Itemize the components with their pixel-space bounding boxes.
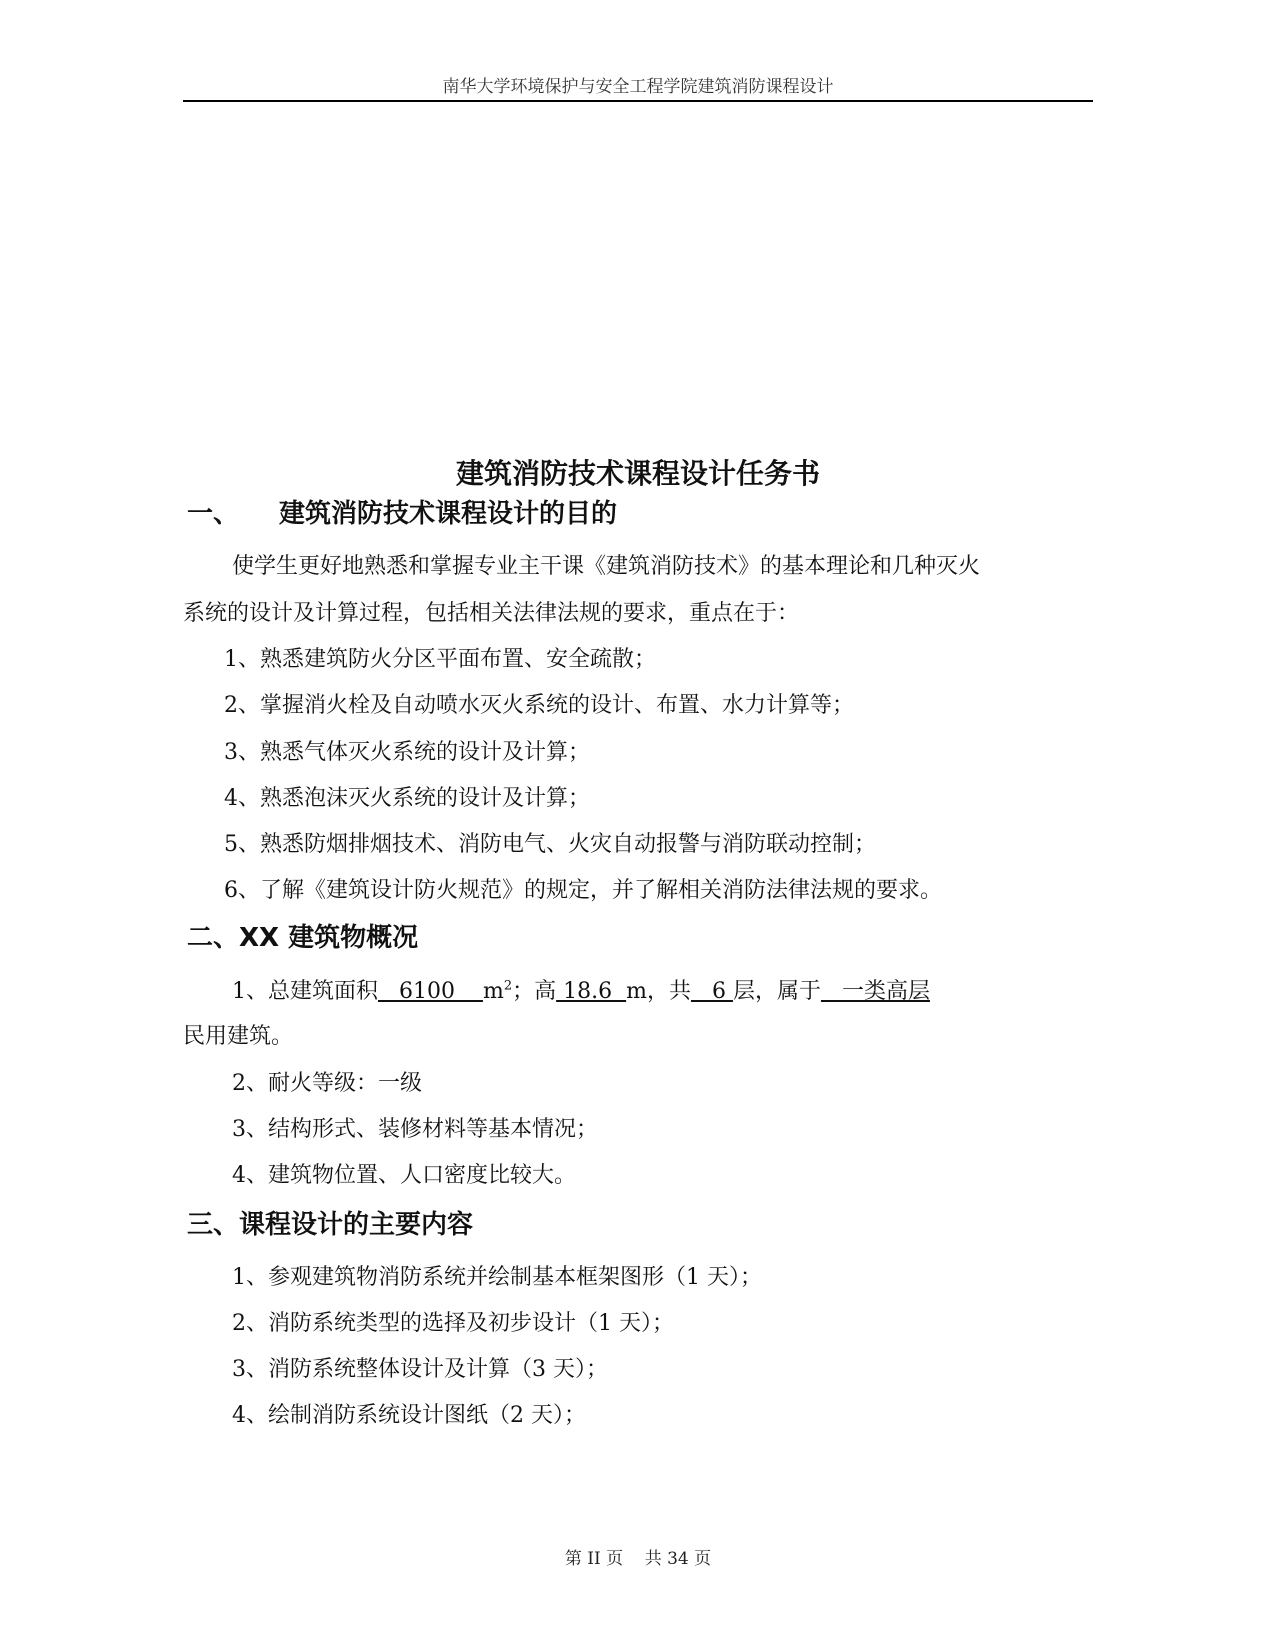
building-category: 一类高层 bbox=[820, 979, 930, 1004]
page-number: 第 II 页 bbox=[564, 1549, 624, 1569]
section2-item1-line1: 1、总建筑面积 6100 $m^2$；高 18.6 m，共 6 层，属于 一类高层 bbox=[232, 978, 930, 1004]
height-value: 18.6 bbox=[556, 979, 627, 1004]
section1-item: 2、掌握消火栓及自动喷水灭火系统的设计、布置、水力计算等； bbox=[224, 693, 854, 718]
section2-item: 2、耐火等级：一级 bbox=[232, 1071, 422, 1096]
section1-intro-line2: 系统的设计及计算过程，包括相关法律法规的要求，重点在于： bbox=[183, 601, 800, 626]
section3-item: 2、消防系统类型的选择及初步设计（1 天）； bbox=[232, 1311, 674, 1336]
header-rule bbox=[183, 100, 1093, 102]
section1-item: 5、熟悉防烟排烟技术、消防电气、火灾自动报警与消防联动控制； bbox=[224, 832, 876, 857]
section1-heading-text: 建筑消防技术课程设计的目的 bbox=[279, 499, 618, 529]
section1-item: 4、熟悉泡沫灭火系统的设计及计算； bbox=[224, 786, 590, 811]
floors-value: 6 bbox=[690, 979, 733, 1004]
section2-item1-line2: 民用建筑。 bbox=[183, 1024, 294, 1049]
section2-heading: 二、XX 建筑物概况 bbox=[187, 923, 419, 953]
section1-item: 6、了解《建筑设计防火规范》的规定，并了解相关消防法律法规的要求。 bbox=[224, 878, 942, 903]
running-header: 南华大学环境保护与安全工程学院建筑消防课程设计 bbox=[442, 77, 834, 97]
document-title: 建筑消防技术课程设计任务书 bbox=[455, 457, 820, 490]
section3-heading: 三、课程设计的主要内容 bbox=[187, 1210, 474, 1240]
section1-item: 1、熟悉建筑防火分区平面布置、安全疏散； bbox=[224, 647, 656, 672]
section3-item: 3、消防系统整体设计及计算（3 天）； bbox=[232, 1357, 608, 1382]
page-footer bbox=[183, 1544, 1093, 1569]
section2-item: 3、结构形式、装修材料等基本情况； bbox=[232, 1117, 598, 1142]
section1-item: 3、熟悉气体灭火系统的设计及计算； bbox=[224, 740, 590, 765]
section3-item: 1、参观建筑物消防系统并绘制基本框架图形（1 天）； bbox=[232, 1265, 762, 1290]
page-total: 共 34 页 bbox=[644, 1549, 712, 1569]
section2-item: 4、建筑物位置、人口密度比较大。 bbox=[232, 1163, 576, 1188]
section1-heading-number: 一、 bbox=[187, 499, 240, 529]
area-value: 6100 bbox=[378, 979, 483, 1004]
section1-heading bbox=[187, 493, 617, 530]
section1-intro-line1: 使学生更好地熟悉和掌握专业主干课《建筑消防技术》的基本理论和几种灭火 bbox=[232, 554, 981, 579]
section3-item: 4、绘制消防系统设计图纸（2 天）； bbox=[232, 1403, 586, 1428]
